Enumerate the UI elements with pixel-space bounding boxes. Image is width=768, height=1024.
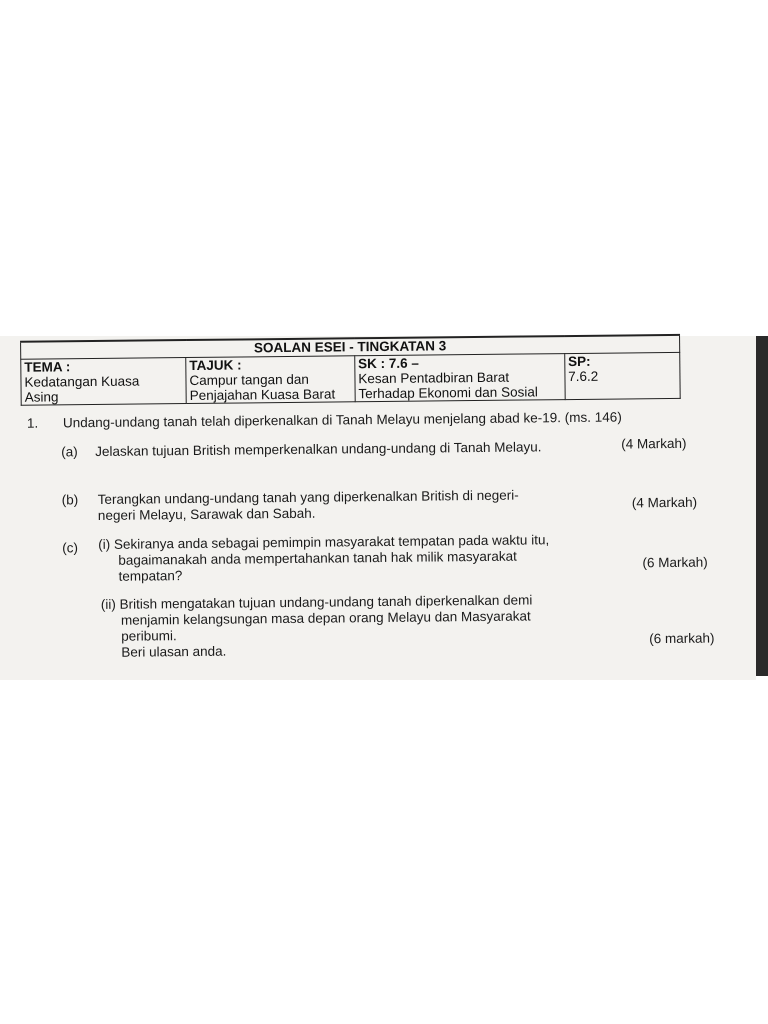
part-b-text [98,487,618,524]
header-title: SOALAN ESEI - TINGKATAN 3 [21,335,680,359]
part-b-line2: negeri Melayu, Sarawak dan Sabah. [97,505,316,523]
tema-line2: Asing [24,389,59,405]
part-c-i-line1: (i) Sekiranya anda sebagai pemimpin masyarakat tempatan pada waktu itu, [98,532,550,552]
part-c-ii-line2: menjamin kelangsungan masa depan orang Melayu dan Masyarakat [120,608,531,628]
tajuk-line1: Campur tangan dan [189,371,309,389]
part-c-ii-marks: (6 markah) [649,630,715,647]
part-b-marks: (4 Markah) [631,494,698,511]
blank-area-top [0,0,768,336]
tajuk-label: TAJUK : [189,357,242,374]
part-a-marks: (4 Markah) [621,435,687,452]
sk-label: SK : 7.6 – [358,355,419,372]
document-content [0,328,760,680]
sp-cell [564,352,680,399]
part-c-i-line2: bagaimanakah anda mempertahankan tanah hak milik masyarakat [118,548,517,568]
question-stem: Undang-undang tanah telah diperkenalkan di Tanah Melayu menjelang abad ke-19. (ms. 146) [62,409,622,431]
part-c-ii-text [101,592,622,661]
tema-line1: Kedatangan Kuasa [24,373,140,390]
sp-value: 7.6.2 [568,368,599,385]
header-table [20,334,681,406]
part-c-ii-line1: (ii) British mengatakan tujuan undang-undang tanah diperkenalkan demi [100,592,533,612]
part-a-text: Jelaskan tujuan British memperkenalkan undang-undang di Tanah Melayu. [95,439,542,460]
part-c-ii-line4: Beri ulasan anda. [121,643,227,660]
sk-line2: Terhadap Ekonomi dan Sosial [358,384,538,402]
part-c-ii-line3: peribumi. [121,628,177,644]
sp-label: SP: [568,353,591,370]
blank-area-bottom [0,680,768,1024]
tema-cell [21,358,186,406]
part-c-i-text [98,532,618,585]
sk-line1: Kesan Pentadbiran Barat [358,369,510,387]
sk-cell [355,354,565,402]
question-number: 1. [26,415,39,431]
header-info-row [21,352,680,405]
part-c-label: (c) [62,540,79,556]
part-a-label: (a) [61,444,78,460]
part-b-label: (b) [61,492,79,508]
part-c-i-line3: tempatan? [118,568,183,584]
part-b-line1: Terangkan undang-undang tanah yang diperkenalkan British di negeri- [97,487,519,507]
tajuk-line2: Penjajahan Kuasa Barat [189,386,336,404]
part-c-i-marks: (6 Markah) [642,554,708,571]
tajuk-cell [186,356,355,404]
document-paper [0,336,756,680]
photo-dark-edge [756,336,768,676]
tema-label: TEMA : [24,359,71,375]
